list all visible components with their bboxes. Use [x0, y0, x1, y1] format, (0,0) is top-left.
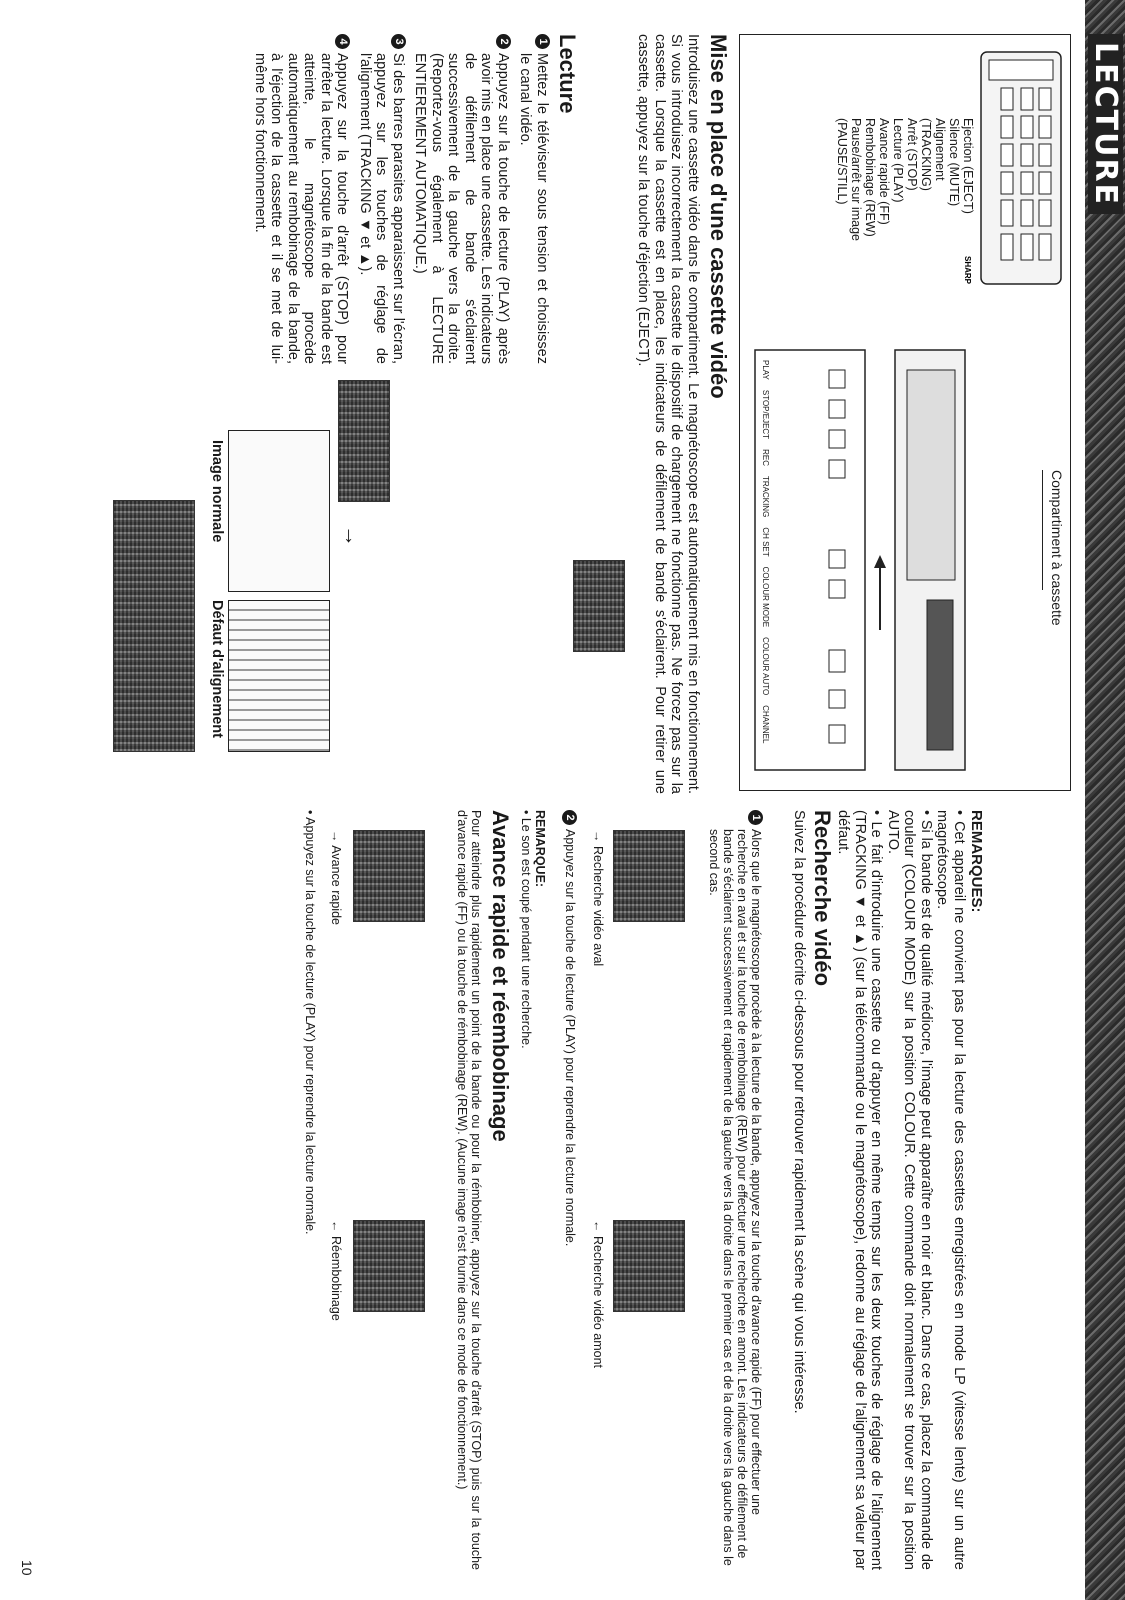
label-pause: Pause/arrêt sur image [849, 118, 863, 241]
step-number: 1 [535, 34, 550, 49]
tape-indicator-screen [573, 560, 625, 652]
panel-label-rec: REC [761, 449, 770, 466]
lecture-steps [252, 34, 551, 364]
label-play: Lecture (PLAY) [891, 118, 905, 203]
remarques-list [835, 810, 967, 1570]
right-arrow-icon: → [340, 525, 365, 547]
page-title: LECTURE [1088, 34, 1123, 214]
recherche-step-1: 1 Alors que le magnétoscope procède à la lecture de la bande, appuyez sur la touche d'avance rapide (FF) pour effectuer une recherche en aval et sur la touche de rembobinage (REW) pour effectuer une recherche en amont. Les indicateurs de défilement de bande s'éclairent successivement et rapidement de la gauche vers la droite dans le premier cas et de la droite vers la gauche dans le second cas. [707, 810, 763, 1570]
panel-label-colour-auto: COLOUR AUTO [761, 637, 770, 696]
lecture-title: Lecture [555, 34, 580, 114]
remarque-item: • Le fait d'introduire une cassette ou d'appuyer en même temps sur les deux touches de réglage de l'alignement (TRACKING ▼ et ▲) (sur la télécommande ou le magnétoscope), redonne au réglage de l'alignement sa valeur par défaut. [835, 810, 885, 1571]
label-ff: Avance rapide (FF) [877, 118, 891, 225]
header-band [1085, 0, 1125, 1600]
label-alignment: Alignement [933, 118, 947, 181]
step-number: 4 [336, 34, 351, 49]
recherche-title: Recherche vidéo [810, 810, 835, 987]
panel-label-chset: CH SET [761, 527, 770, 557]
label-avance-rapide: → Avance rapide [329, 830, 343, 925]
cassette-compartment-label: Compartiment à cassette [1049, 470, 1065, 626]
remarques-title: REMARQUES: [968, 810, 985, 913]
label-recherche-aval: → Recherche vidéo aval [591, 830, 605, 967]
label-pause-still: (PAUSE/STILL) [835, 118, 849, 205]
panel-label-colour-mode: COLOUR MODE [761, 566, 770, 628]
play-indicator-screen [338, 380, 390, 502]
step-number: 3 [391, 34, 406, 49]
label-rew: Rembobinage (REW) [863, 118, 877, 237]
cassette-leader-line [1042, 470, 1043, 590]
panel-label-play: PLAY [761, 360, 770, 380]
mise-en-place-title: Mise en place d'une cassette vidéo [706, 34, 731, 399]
remarque-item: • Cet appareil ne convient pas pour la lecture des cassettes enregistrées en mode LP (vitesse lente) sur un autre magnétoscope. [934, 810, 967, 1571]
lecture-step-1 [517, 34, 550, 364]
recherche-remarque-text: • Le son est coupé pendant une recherche. [519, 810, 533, 1049]
step-text: Appuyez sur la touche d'arrêt (STOP) pour arrêter la lecture. Lorsque la fin de la bande est atteinte, le magnétoscope procède automatiquement au rembobinage de la bande, à l'éjection de la cassette et il se met de lui-même hors fonctionnement. [252, 53, 351, 364]
defaut-alignement-caption: Défaut d'alignement [209, 600, 225, 738]
lecture-step-2 [412, 34, 511, 364]
panel-label-channel: CHANNEL [761, 705, 770, 744]
search-backward-screen [613, 1220, 685, 1312]
step-text: Appuyez sur la touche de lecture (PLAY) après avoir mis en place une cassette. Les indicateurs de défilement de bande s'éclairent successivement de la gauche vers la droite. (Reportez-vous également à LECTURE ENTIEREMENT AUTOMATIQUE.) [412, 53, 511, 364]
normal-image-illustration [228, 430, 330, 592]
image-normale-caption: Image normale [209, 440, 225, 543]
stop-indicator-screen [113, 500, 195, 752]
misaligned-image-illustration [228, 600, 330, 752]
recherche-remarque-title: REMARQUE: [533, 810, 547, 888]
remote-labels [835, 118, 975, 288]
page-number: 10 [19, 1560, 35, 1576]
remote-brand: SHARP [963, 256, 972, 285]
label-recherche-amont: ← Recherche vidéo amont [591, 1220, 605, 1369]
avance-text: Pour atteindre plus rapidement un point de la bande ou pour la rémbobiner, appuyez sur la touche d'arrêt (STOP) puis sur la touche d'avance rapide (FF) ou la touche de rémbobinage (REW). (Aucune image n'est fournie dans ce mode de fonctionnement.) [455, 810, 483, 1570]
label-tracking: (TRACKING) [919, 118, 933, 191]
avance-bullet: • Appuyez sur la touche de lecture (PLAY) pour reprendre la lecture normale. [303, 810, 317, 1235]
panel-labels [761, 360, 770, 780]
step-number: 2 [496, 34, 511, 49]
ff-screen [353, 830, 425, 922]
step-text: Si des barres parasites apparaissent sur l'écran, appuyez sur les touches de réglage de l'alignement (TRACKING ▼ et ▲). [357, 53, 406, 364]
recherche-intro: Suivez la procédure décrite ci-dessous pour retrouver rapidement la scène qui vous intéresse. [791, 810, 807, 1414]
vcr-deck-icon [745, 330, 975, 780]
lecture-step-4 [252, 34, 351, 364]
recherche-step-2: 2 Appuyez sur la touche de lecture (PLAY) pour reprendre la lecture normale. [562, 810, 577, 1570]
step-text: Appuyez sur la touche de lecture (PLAY) pour reprendre la lecture normale. [563, 829, 577, 1247]
panel-label-tracking: TRACKING [761, 475, 770, 518]
lecture-step-3 [357, 34, 407, 364]
search-forward-screen [613, 830, 685, 922]
step-text: Mettez le téléviseur sous tension et choisissez le canal vidéo. [517, 53, 550, 364]
rew-screen [353, 1220, 425, 1312]
avance-title: Avance rapide et réembobinage [488, 810, 513, 1142]
mise-en-place-text: Introduisez une cassette vidéo dans le compartiment. Le magnétoscope est automatiquement mis en fonctionnement. Si vous introduisez incorrectement la cassette le dispositif de chargement ne fonctionne pas. Ne forcez pas sur la cassette. Lorsque la cassette est en place, les indicateurs de défilement de bande s'éclairent. Pour retirer une cassette, appuyez sur la touche d'éjection (EJECT). [635, 34, 701, 794]
step-text: Alors que le magnétoscope procède à la lecture de la bande, appuyez sur la touche d'avance rapide (FF) pour effectuer une recherche en aval et sur la touche de rembobinage (REW) pour effectuer une recherche en amont. Les indicateurs de défilement de bande s'éclairent successivement et rapidement de la gauche vers la droite dans le premier cas et de la droite vers la gauche dans le second cas. [707, 829, 763, 1566]
remarque-item: • Si la bande est de qualité médiocre, l'image peut apparaître en noir et blanc. Dans ce cas, placez la commande de couleur (COLOUR MODE) sur la position COLOUR. Cette commande doit normalement se trouver sur la position AUTO. [885, 810, 934, 1570]
label-reembobinage: ← Réembobinage [329, 1220, 343, 1321]
panel-label-stop-eject: STOP/EJECT [761, 389, 770, 440]
label-stop: Arrêt (STOP) [905, 118, 919, 191]
label-eject: Ejection (EJECT) [961, 118, 975, 214]
label-mute: Silence (MUTE) [947, 118, 961, 207]
